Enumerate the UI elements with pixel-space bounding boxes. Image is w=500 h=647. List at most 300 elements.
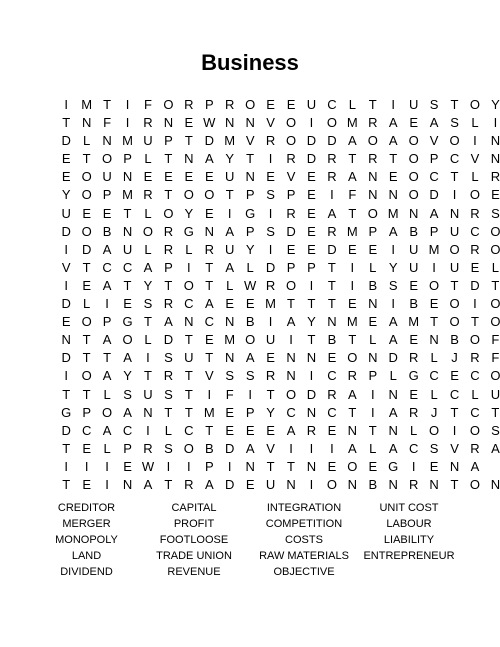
grid-letter: O bbox=[285, 386, 297, 402]
grid-letter: T bbox=[368, 422, 377, 438]
grid-letter: A bbox=[204, 476, 214, 492]
grid-letter: O bbox=[285, 277, 297, 293]
grid-letter: E bbox=[123, 458, 132, 474]
grid-letter: A bbox=[123, 404, 132, 420]
grid-letter: E bbox=[184, 169, 194, 185]
grid-letter: A bbox=[348, 133, 357, 149]
grid-letter: N bbox=[408, 205, 419, 221]
grid-letter: E bbox=[61, 169, 71, 185]
word-list-row bbox=[0, 564, 500, 580]
grid-letter: Y bbox=[491, 97, 500, 112]
grid-letter: C bbox=[81, 422, 92, 438]
grid-letter: O bbox=[490, 241, 500, 257]
grid-letter: A bbox=[348, 169, 357, 185]
grid-letter: M bbox=[346, 115, 358, 131]
grid-letter: I bbox=[64, 241, 69, 257]
grid-letter: F bbox=[143, 97, 152, 112]
grid-letter: I bbox=[411, 458, 416, 474]
grid-letter: N bbox=[306, 350, 317, 366]
grid-letter: E bbox=[184, 115, 194, 131]
grid-letter: E bbox=[164, 169, 173, 185]
grid-letter: D bbox=[306, 386, 317, 402]
word-list-item: LIABILITY bbox=[383, 534, 435, 546]
grid-letter: E bbox=[225, 296, 235, 312]
grid-letter: P bbox=[245, 223, 255, 239]
grid-row bbox=[56, 349, 500, 367]
grid-letter: T bbox=[164, 151, 173, 167]
grid-letter: R bbox=[265, 277, 276, 293]
grid-letter: T bbox=[164, 404, 173, 420]
grid-letter: B bbox=[409, 296, 418, 312]
grid-letter: C bbox=[449, 151, 460, 167]
grid-letter: D bbox=[61, 422, 71, 438]
grid-letter: R bbox=[225, 97, 235, 112]
grid-letter: E bbox=[245, 476, 255, 492]
grid-letter: C bbox=[408, 440, 419, 456]
grid-letter: D bbox=[306, 151, 317, 167]
grid-letter: T bbox=[327, 296, 336, 312]
grid-letter: A bbox=[102, 332, 112, 348]
grid-letter: E bbox=[409, 386, 418, 402]
grid-letter: N bbox=[143, 404, 153, 420]
grid-letter: T bbox=[82, 332, 91, 348]
grid-letter: O bbox=[490, 314, 500, 330]
grid-letter: E bbox=[388, 169, 398, 185]
grid-letter: U bbox=[225, 169, 235, 185]
grid-letter: T bbox=[62, 440, 71, 456]
grid-letter: R bbox=[408, 350, 419, 366]
grid-letter: P bbox=[429, 223, 439, 239]
grid-letter: N bbox=[388, 187, 398, 203]
grid-letter: T bbox=[491, 404, 500, 420]
grid-letter: O bbox=[285, 133, 297, 149]
grid-letter: U bbox=[490, 386, 500, 402]
grid-letter: S bbox=[143, 296, 153, 312]
grid-row bbox=[56, 241, 500, 259]
grid-letter: C bbox=[449, 386, 460, 402]
grid-letter: O bbox=[142, 223, 154, 239]
grid-letter: E bbox=[286, 97, 296, 112]
grid-letter: I bbox=[350, 277, 355, 293]
grid-letter: R bbox=[143, 187, 153, 203]
grid-letter: O bbox=[183, 277, 194, 293]
grid-letter: E bbox=[327, 350, 337, 366]
grid-letter: P bbox=[123, 151, 132, 167]
grid-letter: U bbox=[265, 332, 276, 348]
grid-letter: O bbox=[469, 97, 481, 112]
grid-letter: U bbox=[449, 259, 460, 275]
grid-letter: P bbox=[164, 259, 173, 275]
grid-letter: P bbox=[123, 440, 132, 456]
grid-letter: O bbox=[122, 332, 133, 348]
grid-letter: I bbox=[473, 133, 477, 149]
grid-letter: V bbox=[266, 115, 275, 131]
grid-letter: F bbox=[348, 187, 357, 203]
grid-letter: O bbox=[429, 277, 440, 293]
word-list-item bbox=[359, 564, 459, 580]
grid-letter: O bbox=[81, 187, 92, 203]
grid-row bbox=[56, 386, 500, 404]
grid-letter: L bbox=[369, 440, 377, 456]
grid-letter: P bbox=[286, 259, 296, 275]
word-list bbox=[0, 500, 500, 580]
grid-letter: N bbox=[347, 422, 358, 438]
grid-letter: I bbox=[64, 97, 69, 112]
grid-letter: T bbox=[82, 386, 91, 402]
grid-letter: D bbox=[327, 241, 337, 257]
grid-letter: W bbox=[203, 115, 216, 131]
grid-letter: Y bbox=[307, 314, 316, 330]
grid-letter: O bbox=[490, 368, 500, 384]
grid-letter: U bbox=[102, 169, 112, 185]
grid-letter: I bbox=[370, 386, 375, 402]
grid-letter: T bbox=[225, 187, 234, 203]
grid-letter: E bbox=[225, 404, 235, 420]
grid-letter: T bbox=[62, 115, 71, 131]
grid-letter: I bbox=[391, 97, 396, 112]
grid-letter: O bbox=[81, 314, 92, 330]
grid-letter: I bbox=[330, 187, 334, 203]
grid-letter: I bbox=[391, 241, 396, 257]
grid-letter: L bbox=[369, 332, 377, 348]
grid-letter: A bbox=[388, 223, 398, 239]
grid-letter: L bbox=[430, 350, 438, 366]
grid-letter: O bbox=[469, 187, 481, 203]
grid-letter: A bbox=[286, 314, 296, 330]
grid-letter: B bbox=[368, 277, 378, 293]
grid-letter: U bbox=[265, 476, 276, 492]
grid-letter: D bbox=[286, 223, 296, 239]
word-list-item: LAND bbox=[71, 550, 102, 562]
grid-letter: C bbox=[429, 169, 439, 185]
grid-letter: E bbox=[82, 277, 91, 293]
grid-letter: V bbox=[286, 169, 296, 185]
grid-letter: S bbox=[491, 205, 500, 221]
grid-letter: I bbox=[227, 205, 232, 221]
grid-letter: T bbox=[184, 404, 193, 420]
grid-letter: L bbox=[144, 205, 152, 221]
grid-letter: O bbox=[285, 115, 297, 131]
grid-letter: T bbox=[348, 404, 357, 420]
grid-letter: L bbox=[83, 296, 91, 312]
grid-letter: A bbox=[102, 368, 112, 384]
grid-letter: S bbox=[491, 422, 500, 438]
grid-letter: T bbox=[287, 458, 295, 474]
grid-letter: T bbox=[82, 350, 91, 366]
grid-letter: L bbox=[410, 422, 418, 438]
grid-letter: M bbox=[408, 314, 420, 330]
word-list-row bbox=[0, 500, 500, 516]
grid-letter: C bbox=[429, 368, 439, 384]
grid-letter: U bbox=[61, 205, 71, 221]
grid-letter: A bbox=[388, 314, 398, 330]
grid-row bbox=[56, 476, 500, 494]
grid-letter: N bbox=[225, 115, 235, 131]
grid-letter: C bbox=[327, 404, 337, 420]
grid-letter: E bbox=[102, 205, 112, 221]
grid-letter: N bbox=[225, 314, 235, 330]
grid-letter: T bbox=[450, 476, 459, 492]
grid-letter: O bbox=[163, 97, 174, 112]
grid-letter: E bbox=[327, 422, 337, 438]
grid-letter: R bbox=[286, 205, 296, 221]
grid-letter: B bbox=[450, 332, 459, 348]
word-list-item: CAPITAL bbox=[171, 502, 217, 514]
grid-letter: N bbox=[122, 476, 133, 492]
grid-letter: A bbox=[123, 350, 132, 366]
grid-letter: N bbox=[429, 476, 439, 492]
grid-row bbox=[56, 132, 500, 150]
grid-letter: L bbox=[103, 440, 111, 456]
grid-letter: I bbox=[268, 314, 273, 330]
grid-letter: I bbox=[309, 440, 314, 456]
grid-letter: T bbox=[184, 332, 193, 348]
grid-letter: R bbox=[265, 368, 276, 384]
grid-letter: T bbox=[266, 458, 275, 474]
grid-letter: I bbox=[268, 205, 273, 221]
grid-letter: S bbox=[225, 368, 235, 384]
grid-letter: D bbox=[204, 133, 214, 149]
grid-letter: P bbox=[429, 151, 439, 167]
grid-letter: N bbox=[163, 115, 174, 131]
grid-letter: O bbox=[326, 115, 337, 131]
grid-letter: I bbox=[64, 458, 69, 474]
grid-letter: N bbox=[286, 476, 296, 492]
grid-letter: M bbox=[224, 332, 236, 348]
word-list-item: CREDITOR bbox=[57, 502, 116, 514]
grid-letter: S bbox=[164, 440, 173, 456]
grid-letter: E bbox=[225, 422, 235, 438]
grid-letter: T bbox=[287, 296, 295, 312]
grid-letter: N bbox=[388, 422, 398, 438]
grid-row bbox=[56, 313, 500, 331]
grid-letter: C bbox=[184, 422, 194, 438]
grid-letter: D bbox=[163, 332, 174, 348]
grid-letter: E bbox=[491, 187, 500, 203]
grid-letter: T bbox=[450, 404, 459, 420]
word-list-item: COSTS bbox=[285, 534, 323, 546]
grid-letter: N bbox=[122, 223, 133, 239]
grid-letter: L bbox=[471, 386, 479, 402]
grid-letter: M bbox=[203, 404, 215, 420]
grid-letter: O bbox=[326, 476, 337, 492]
grid-letter: S bbox=[429, 440, 439, 456]
grid-letter: N bbox=[327, 314, 337, 330]
grid-letter: T bbox=[143, 314, 152, 330]
grid-row bbox=[56, 223, 500, 241]
grid-letter: U bbox=[449, 223, 460, 239]
grid-letter: T bbox=[491, 277, 500, 293]
grid-letter: R bbox=[163, 241, 174, 257]
grid-letter: N bbox=[184, 314, 194, 330]
grid-letter: T bbox=[450, 169, 459, 185]
grid-letter: R bbox=[163, 296, 174, 312]
grid-letter: S bbox=[388, 277, 398, 293]
grid-letter: T bbox=[348, 151, 357, 167]
grid-letter: L bbox=[471, 169, 479, 185]
grid-letter: T bbox=[82, 259, 91, 275]
grid-letter: I bbox=[105, 476, 109, 492]
grid-letter: T bbox=[348, 205, 357, 221]
grid-letter: R bbox=[408, 476, 419, 492]
grid-letter: S bbox=[429, 97, 439, 112]
grid-letter: L bbox=[430, 386, 438, 402]
grid-letter: T bbox=[389, 151, 398, 167]
grid-letter: E bbox=[266, 422, 275, 438]
grid-letter: L bbox=[144, 241, 152, 257]
grid-letter: L bbox=[144, 151, 152, 167]
grid-letter: I bbox=[350, 259, 355, 275]
grid-letter: E bbox=[307, 223, 316, 239]
grid-letter: N bbox=[122, 169, 133, 185]
grid-letter: N bbox=[388, 476, 398, 492]
grid-letter: M bbox=[122, 187, 133, 203]
grid-letter: T bbox=[266, 386, 275, 402]
grid-letter: E bbox=[82, 476, 91, 492]
grid-letter: N bbox=[449, 458, 460, 474]
grid-letter: A bbox=[143, 476, 153, 492]
grid-letter: M bbox=[224, 133, 236, 149]
grid-letter: N bbox=[490, 151, 500, 167]
grid-letter: I bbox=[452, 187, 457, 203]
word-list-item: MONOPOLY bbox=[55, 534, 118, 546]
grid-letter: T bbox=[307, 296, 316, 312]
grid-letter: A bbox=[245, 350, 255, 366]
grid-letter: E bbox=[307, 205, 316, 221]
grid-letter: R bbox=[470, 241, 480, 257]
grid-letter: O bbox=[469, 476, 481, 492]
grid-letter: I bbox=[268, 151, 273, 167]
grid-letter: J bbox=[430, 404, 438, 420]
grid-letter: T bbox=[164, 476, 173, 492]
grid-letter: A bbox=[388, 404, 398, 420]
word-list-item: OBJECTIVE bbox=[273, 566, 335, 578]
grid-letter: N bbox=[347, 476, 358, 492]
grid-letter: U bbox=[408, 97, 419, 112]
grid-letter: C bbox=[470, 223, 480, 239]
grid-letter: D bbox=[470, 277, 480, 293]
grid-letter: A bbox=[225, 259, 235, 275]
word-list-item: TRADE UNION bbox=[156, 550, 232, 562]
grid-letter: N bbox=[225, 350, 235, 366]
grid-letter: O bbox=[81, 169, 92, 185]
word-list-item: UNIT COST bbox=[379, 502, 439, 514]
grid-letter: G bbox=[122, 314, 133, 330]
grid-letter: P bbox=[102, 187, 112, 203]
grid-letter: T bbox=[327, 277, 336, 293]
grid-letter: M bbox=[265, 296, 277, 312]
grid-letter: C bbox=[470, 368, 480, 384]
grid-letter: A bbox=[164, 314, 173, 330]
grid-letter: U bbox=[143, 386, 153, 402]
grid-letter: T bbox=[205, 422, 214, 438]
grid-letter: R bbox=[470, 350, 480, 366]
grid-letter: T bbox=[103, 350, 112, 366]
grid-letter: R bbox=[470, 440, 480, 456]
grid-letter: A bbox=[102, 422, 112, 438]
grid-letter: I bbox=[84, 458, 89, 474]
word-list-item: FOOTLOOSE bbox=[159, 534, 229, 546]
grid-letter: V bbox=[450, 440, 459, 456]
grid-letter: E bbox=[286, 241, 296, 257]
grid-letter: E bbox=[450, 368, 459, 384]
grid-letter: E bbox=[429, 296, 439, 312]
grid-letter: Y bbox=[266, 404, 275, 420]
grid-letter: A bbox=[388, 332, 398, 348]
grid-letter: G bbox=[388, 458, 399, 474]
grid-letter: B bbox=[245, 314, 255, 330]
grid-letter: E bbox=[266, 350, 275, 366]
grid-letter: N bbox=[245, 458, 255, 474]
grid-letter: N bbox=[368, 187, 378, 203]
grid-letter: M bbox=[81, 97, 93, 112]
grid-letter: O bbox=[367, 133, 378, 149]
grid-letter: U bbox=[408, 241, 419, 257]
grid-letter: O bbox=[449, 296, 460, 312]
grid-letter: L bbox=[83, 133, 91, 149]
grid-row bbox=[56, 331, 500, 349]
grid-letter: R bbox=[408, 404, 419, 420]
grid-letter: R bbox=[327, 223, 337, 239]
grid-letter: I bbox=[187, 458, 191, 474]
grid-letter: L bbox=[185, 241, 193, 257]
grid-letter: E bbox=[307, 169, 316, 185]
grid-letter: V bbox=[204, 368, 214, 384]
grid-letter: N bbox=[245, 115, 255, 131]
grid-letter: C bbox=[122, 259, 133, 275]
grid-letter: I bbox=[452, 422, 457, 438]
grid-letter: T bbox=[164, 187, 173, 203]
grid-letter: N bbox=[61, 332, 71, 348]
grid-letter: E bbox=[61, 314, 71, 330]
word-list-row bbox=[0, 532, 500, 548]
grid-row bbox=[56, 205, 500, 223]
grid-letter: P bbox=[368, 368, 378, 384]
grid-letter: T bbox=[307, 332, 316, 348]
grid-letter: I bbox=[493, 115, 498, 131]
grid-letter: P bbox=[307, 259, 316, 275]
grid-letter: I bbox=[309, 115, 314, 131]
grid-letter: E bbox=[204, 205, 214, 221]
grid-letter: M bbox=[122, 133, 133, 149]
grid-letter: T bbox=[184, 133, 193, 149]
grid-letter: I bbox=[432, 259, 436, 275]
grid-letter: A bbox=[327, 205, 337, 221]
grid-letter: P bbox=[368, 223, 378, 239]
grid-letter: C bbox=[470, 404, 480, 420]
grid-row bbox=[56, 259, 500, 277]
grid-letter: T bbox=[450, 97, 459, 112]
grid-row bbox=[56, 150, 500, 168]
grid-row bbox=[56, 186, 500, 204]
grid-letter: E bbox=[348, 296, 357, 312]
grid-letter: N bbox=[184, 151, 194, 167]
grid-letter: G bbox=[245, 205, 256, 221]
grid-letter: A bbox=[429, 115, 439, 131]
grid-letter: D bbox=[61, 223, 71, 239]
word-list-item: INTEGRATION bbox=[266, 502, 342, 514]
grid-letter: T bbox=[62, 476, 71, 492]
grid-letter: A bbox=[102, 277, 112, 293]
grid-letter: I bbox=[391, 296, 396, 312]
grid-letter: T bbox=[123, 277, 132, 293]
word-list-row bbox=[0, 548, 500, 564]
grid-letter: P bbox=[245, 187, 255, 203]
grid-letter: Y bbox=[123, 368, 132, 384]
grid-letter: I bbox=[309, 476, 314, 492]
grid-letter: A bbox=[225, 223, 235, 239]
grid-letter: O bbox=[347, 350, 358, 366]
